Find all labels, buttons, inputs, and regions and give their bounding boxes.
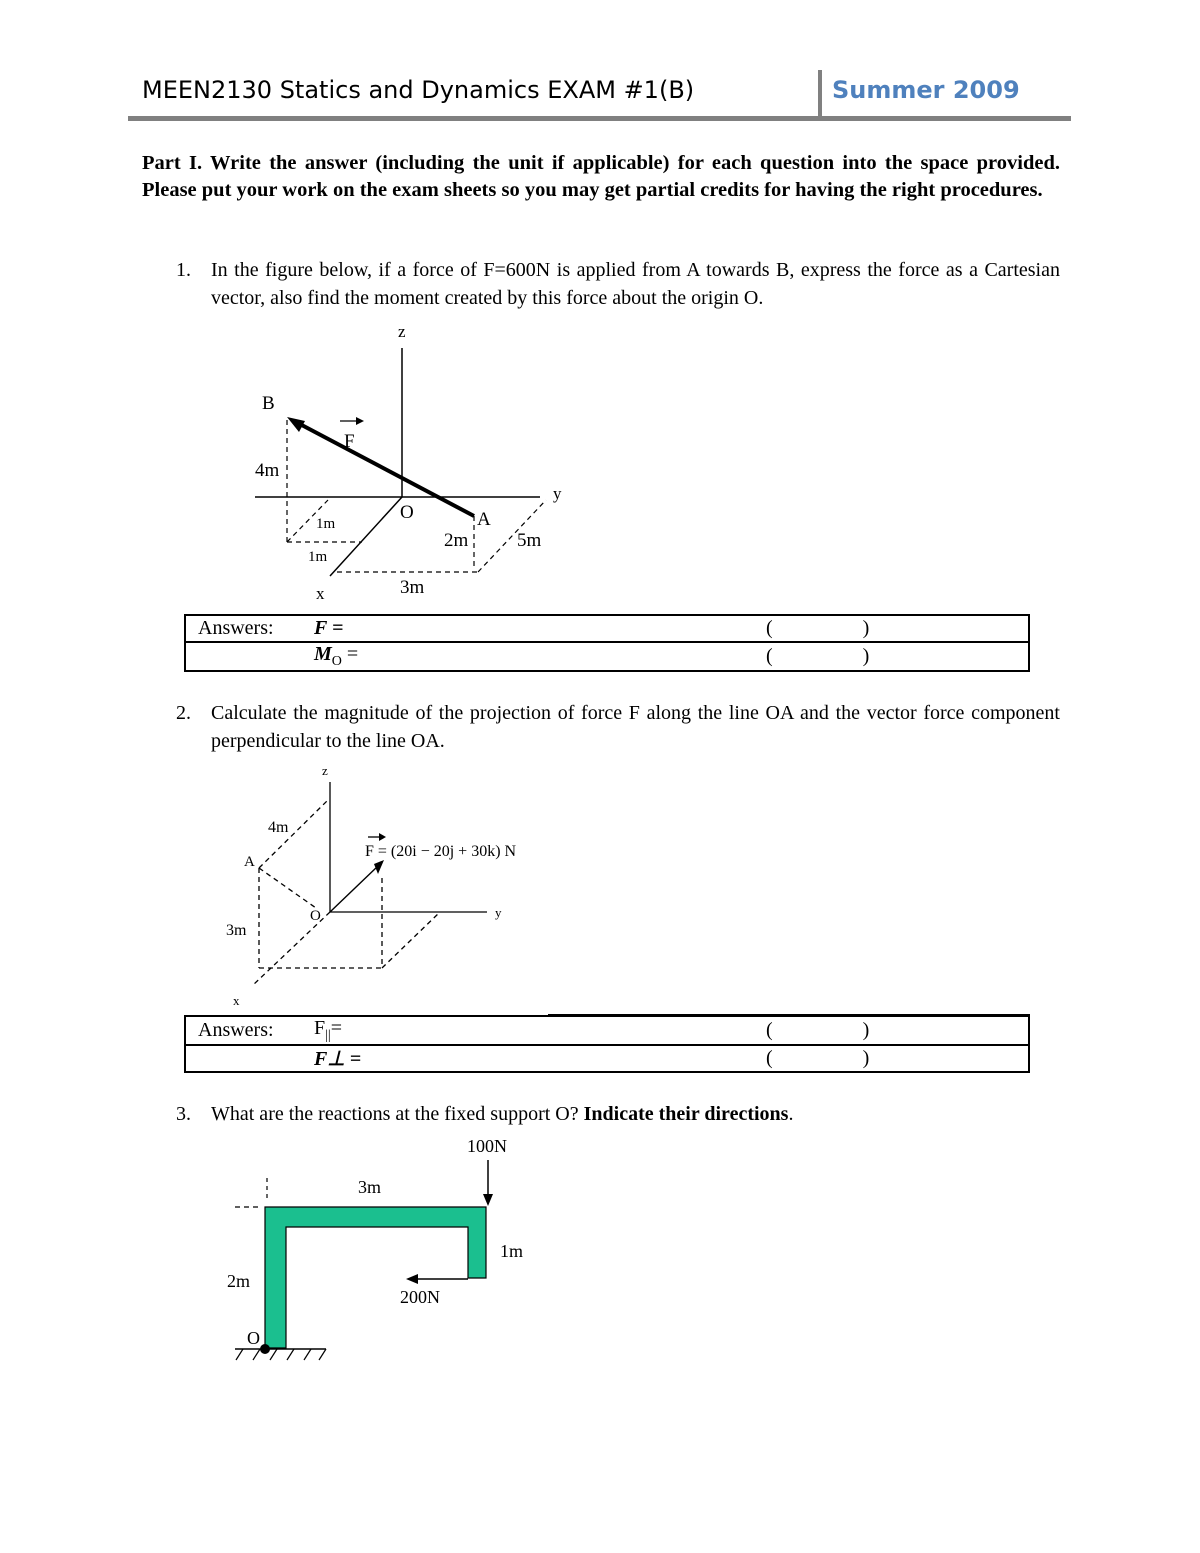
exam-semester: Summer 2009: [832, 76, 1020, 104]
q1-label-y: y: [553, 484, 562, 503]
q3-dim-2m: 2m: [227, 1271, 251, 1291]
q2-answer-perpendicular-unit[interactable]: ( ): [754, 1045, 1029, 1072]
q1-label-o: O: [400, 502, 414, 523]
q2-label-y: y: [495, 905, 502, 920]
q3-load-100-arrowhead: [483, 1194, 493, 1206]
q1-answer-moment-unit[interactable]: ( ): [754, 642, 1029, 671]
q2-label-a: A: [244, 854, 255, 870]
q1-dim-5m: 5m: [517, 530, 542, 551]
q2-answer-table: [184, 1015, 1030, 1073]
question-2-number: 2.: [176, 702, 191, 724]
q2-dim-3m: 3m: [226, 922, 247, 939]
q1-label-z: z: [398, 322, 406, 341]
q2-label-z: z: [322, 763, 328, 778]
q1-dim-2m: 2m: [444, 530, 469, 551]
q1-label-a: A: [477, 509, 491, 530]
q2-label-x: x: [233, 993, 240, 1008]
q1-x-axis: [330, 497, 402, 576]
figure-q3: [225, 1130, 535, 1370]
q2-answers-label: Answers:: [185, 1016, 314, 1045]
q1-force-line: [296, 422, 474, 516]
q3-frame: [265, 1207, 486, 1348]
q1-label-x: x: [316, 584, 325, 603]
q3-label-o: O: [247, 1328, 260, 1348]
q2-answer-parallel-label: $F_{||}=$: [314, 1016, 754, 1045]
header-rule: [128, 116, 1071, 121]
q1-answer-table: [184, 614, 1030, 672]
header-divider: [818, 70, 822, 116]
q3-dim-3m: 3m: [358, 1177, 382, 1197]
question-3-number: 3.: [176, 1103, 191, 1125]
q1-dim-1m-a: 1m: [316, 516, 336, 532]
q2-answer-row-perpendicular: [185, 1045, 1029, 1072]
q3-support-point: [260, 1344, 270, 1354]
q2-force-line: [330, 866, 378, 912]
q1-force-arrowhead: [287, 417, 305, 432]
q1-answer-row-moment: [185, 642, 1029, 671]
q2-answer-perpendicular-label: F⊥ =: [314, 1045, 754, 1072]
figure-q2: [220, 760, 560, 1010]
q2-force-arrowhead: [374, 860, 384, 874]
q3-dim-1m: 1m: [500, 1241, 524, 1261]
q1-answer-force-unit[interactable]: ( ): [754, 615, 1029, 642]
q2-force-label: F = (20i − 20j + 30k) N: [365, 843, 517, 860]
question-1-number: 1.: [176, 259, 191, 281]
q3-load-200-label: 200N: [400, 1287, 440, 1307]
q3-load-100-label: 100N: [467, 1136, 507, 1156]
q2-answer-parallel-unit[interactable]: ( ): [754, 1016, 1029, 1045]
q3-load-200-arrowhead: [406, 1274, 418, 1284]
question-2-text: Calculate the magnitude of the projection of force F along the line OA and the vector force component perpendicular to the line OA.: [211, 702, 1060, 752]
q1-answer-force-label: F =: [314, 615, 754, 642]
q1-dim-3m: 3m: [400, 577, 425, 598]
q2-answer-row-parallel: [185, 1016, 1029, 1045]
q2-label-o: O: [310, 908, 321, 924]
q1-answer-row-force: [185, 615, 1029, 642]
figure-q1: [230, 320, 590, 605]
q1-label-b: B: [262, 393, 275, 414]
q1-label-f: F: [344, 431, 355, 452]
q1-answer-moment-label: $M_O$ =: [314, 642, 754, 671]
q1-answers-label: Answers:: [185, 615, 314, 642]
exam-title: MEEN2130 Statics and Dynamics EXAM #1(B): [142, 76, 695, 104]
question-3-text: What are the reactions at the fixed support O? Indicate their directions.: [211, 1103, 794, 1125]
q1-dim-4m: 4m: [255, 460, 280, 481]
part1-instructions: Part I. Write the answer (including the unit if applicable) for each question into the space provided. Please put your work on the exam sheets so you may get partial credits for having the right procedures.: [142, 152, 1060, 201]
q1-dim-1m-b: 1m: [308, 549, 328, 565]
question-1-text: In the figure below, if a force of F=600N is applied from A towards B, express the force as a Cartesian vector, also find the moment created by this force about the origin O.: [211, 259, 1060, 309]
q2-dim-4m: 4m: [268, 819, 289, 836]
